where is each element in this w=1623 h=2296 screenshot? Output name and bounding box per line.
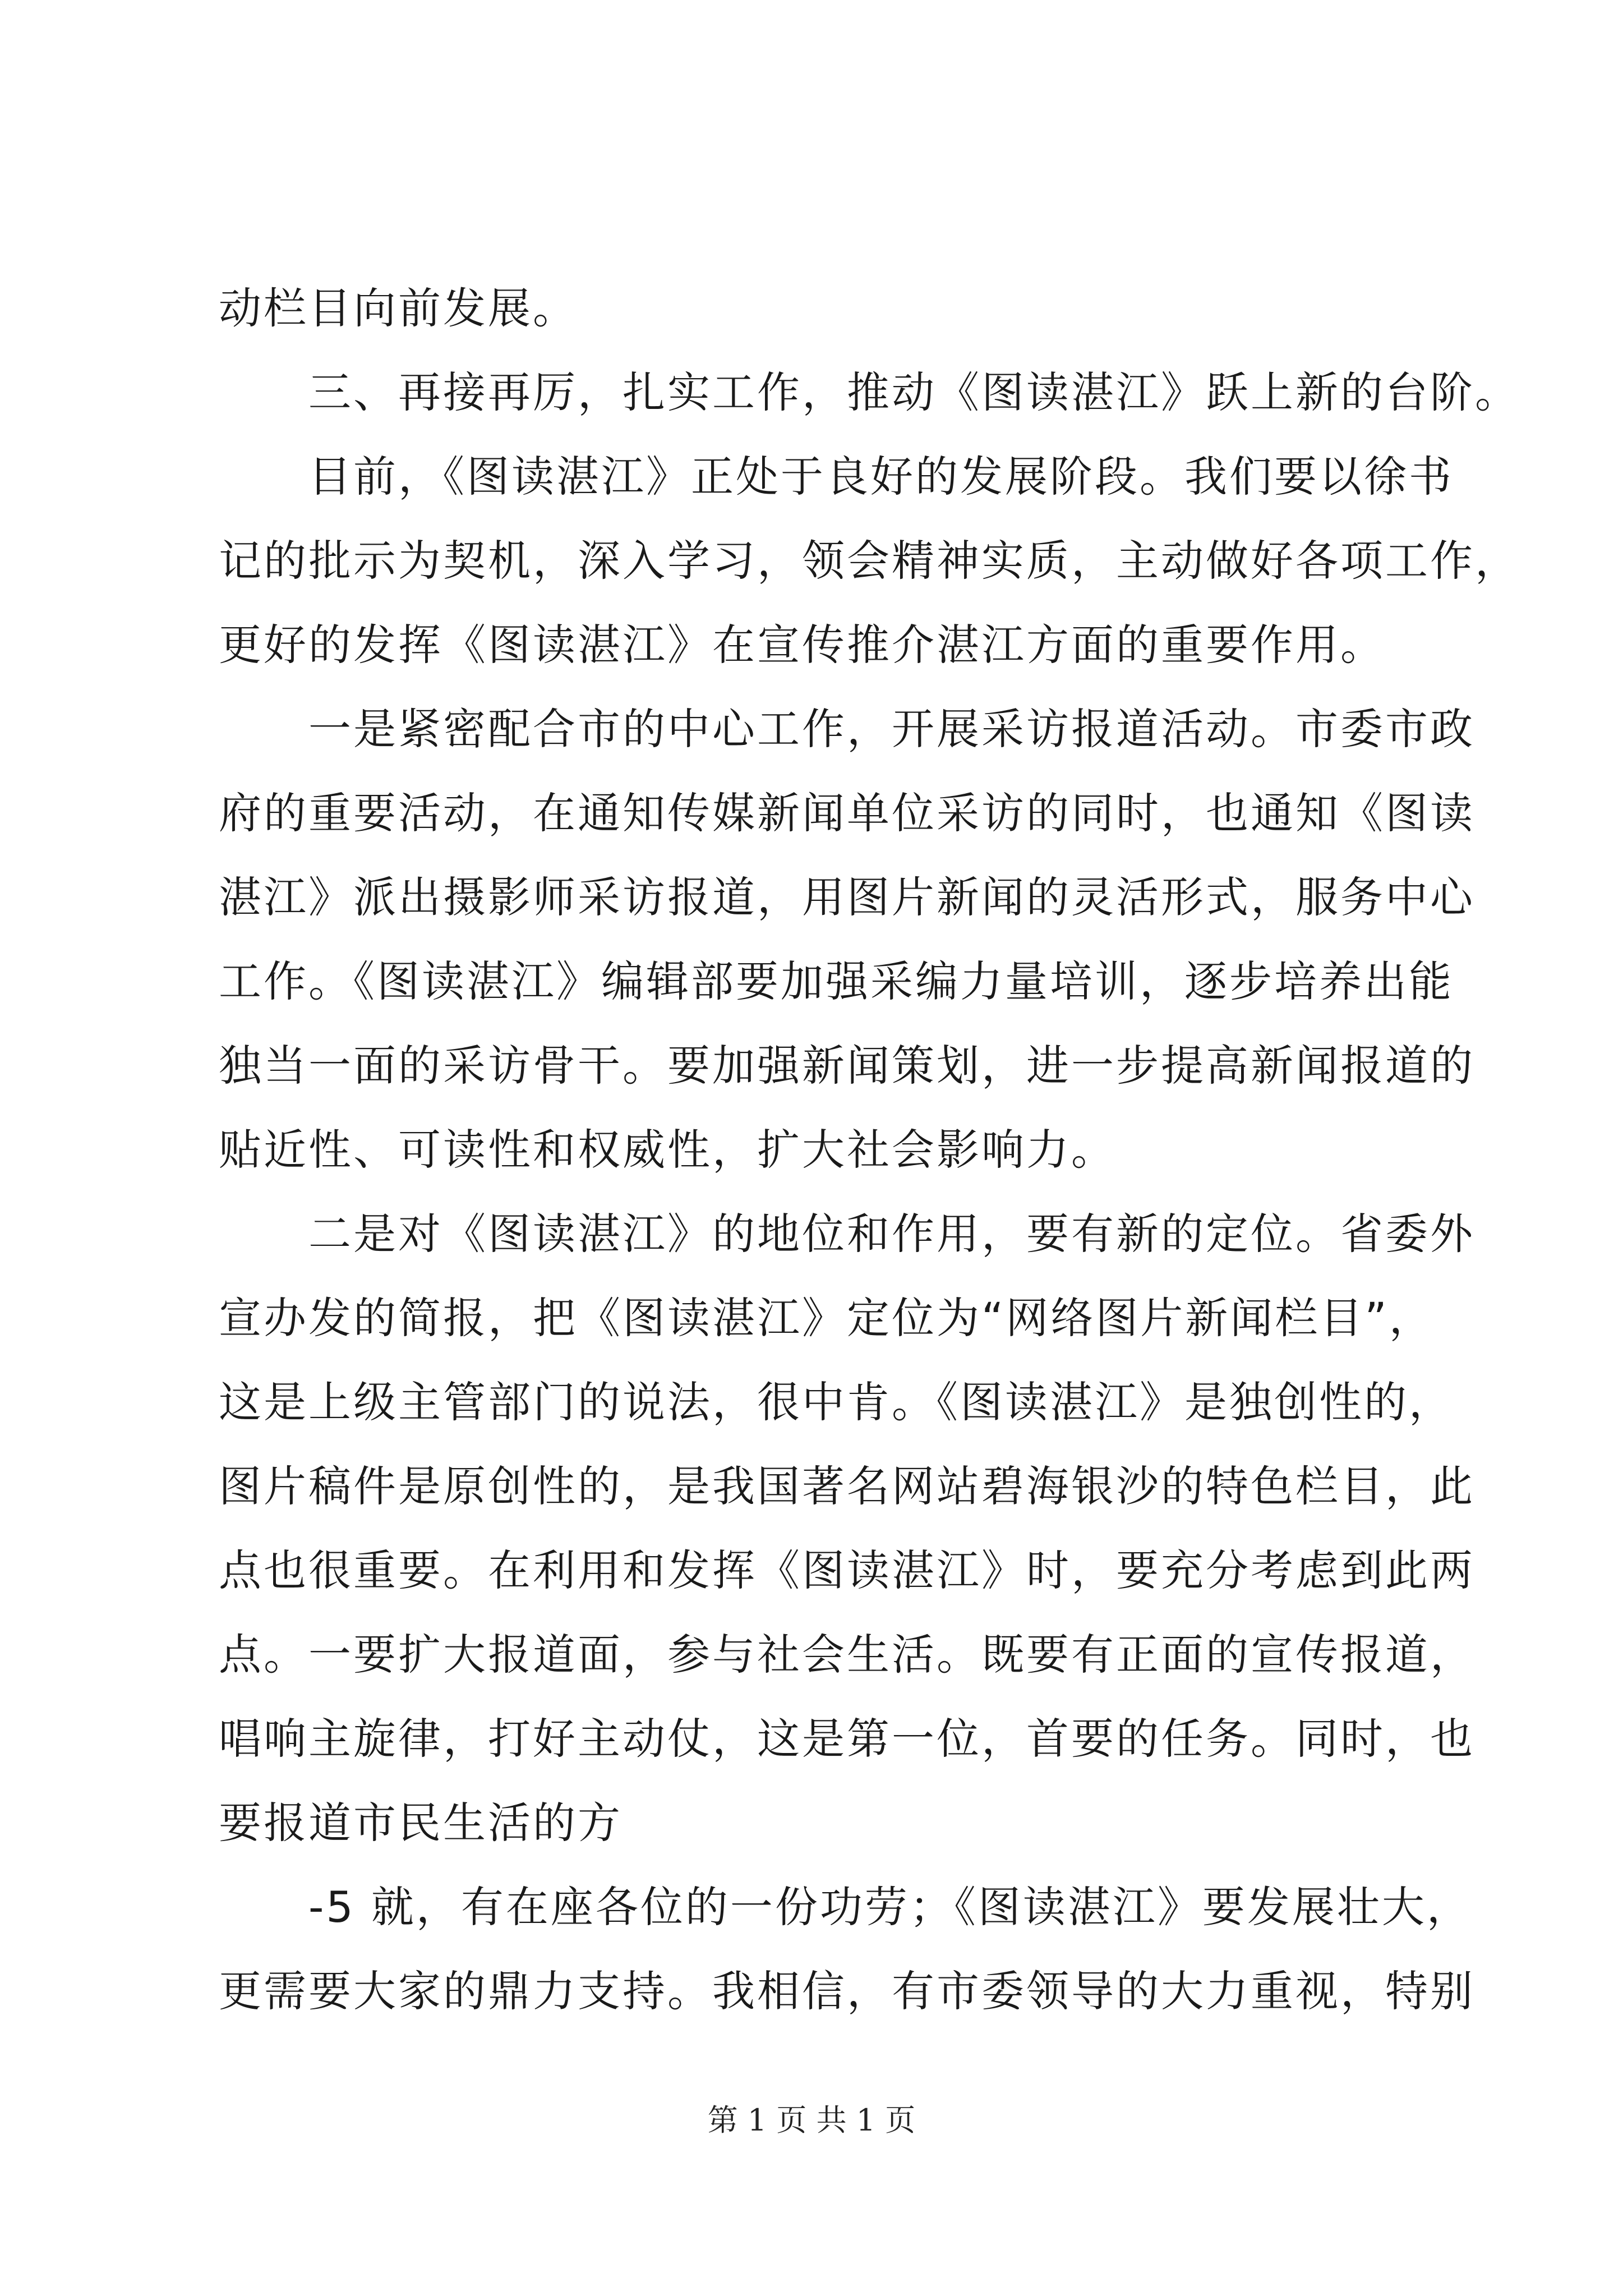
page-footer: 第 1 页 共 1 页	[707, 2102, 916, 2138]
text-line: 动栏目向前发展。	[219, 283, 578, 333]
text-line: -5 就，有在座各位的一份功劳；《图读湛江》要发展壮大，	[219, 1882, 1472, 1932]
text-line: 记的批示为契机，深入学习，领会精神实质，主动做好各项工作，	[219, 536, 1520, 586]
text-line: 点。一要扩大报道面，参与社会生活。既要有正面的宣传报道，	[219, 1630, 1475, 1680]
text-line: 图片稿件是原创性的，是我国著名网站碧海银沙的特色栏目，此	[219, 1461, 1475, 1511]
text-line: 更好的发挥《图读湛江》在宣传推介湛江方面的重要作用。	[219, 620, 1385, 670]
text-line: 府的重要活动，在通知传媒新闻单位采访的同时，也通知《图读	[219, 788, 1475, 838]
text-line: 一是紧密配合市的中心工作，开展采访报道活动。市委市政	[219, 704, 1475, 754]
text-line: 更需要大家的鼎力支持。我相信，有市委领导的大力重视，特别	[219, 1966, 1475, 2016]
text-line: 二是对《图读湛江》的地位和作用，要有新的定位。省委外	[219, 1209, 1475, 1259]
text-line: 湛江》派出摄影师采访报道，用图片新闻的灵活形式，服务中心	[219, 872, 1475, 922]
text-line: 独当一面的采访骨干。要加强新闻策划，进一步提高新闻报道的	[219, 1041, 1475, 1091]
text-line: 三、再接再厉，扎实工作，推动《图读湛江》跃上新的台阶。	[219, 367, 1520, 417]
text-line: 点也很重要。在利用和发挥《图读湛江》时，要充分考虑到此两	[219, 1545, 1475, 1595]
text-line: 这是上级主管部门的说法，很中肯。《图读湛江》是独创性的，	[219, 1377, 1454, 1427]
text-line: 唱响主旋律，打好主动仗，这是第一位，首要的任务。同时，也	[219, 1714, 1475, 1764]
text-line: 目前，《图读湛江》正处于良好的发展阶段。我们要以徐书	[219, 452, 1454, 501]
text-line: 宣办发的简报，把《图读湛江》定位为“网络图片新闻栏目”，	[219, 1293, 1434, 1343]
text-line: 贴近性、可读性和权威性，扩大社会影响力。	[219, 1125, 1116, 1175]
text-line: 工作。《图读湛江》编辑部要加强采编力量培训，逐步培养出能	[219, 956, 1454, 1006]
text-line: 要报道市民生活的方	[219, 1798, 623, 1848]
